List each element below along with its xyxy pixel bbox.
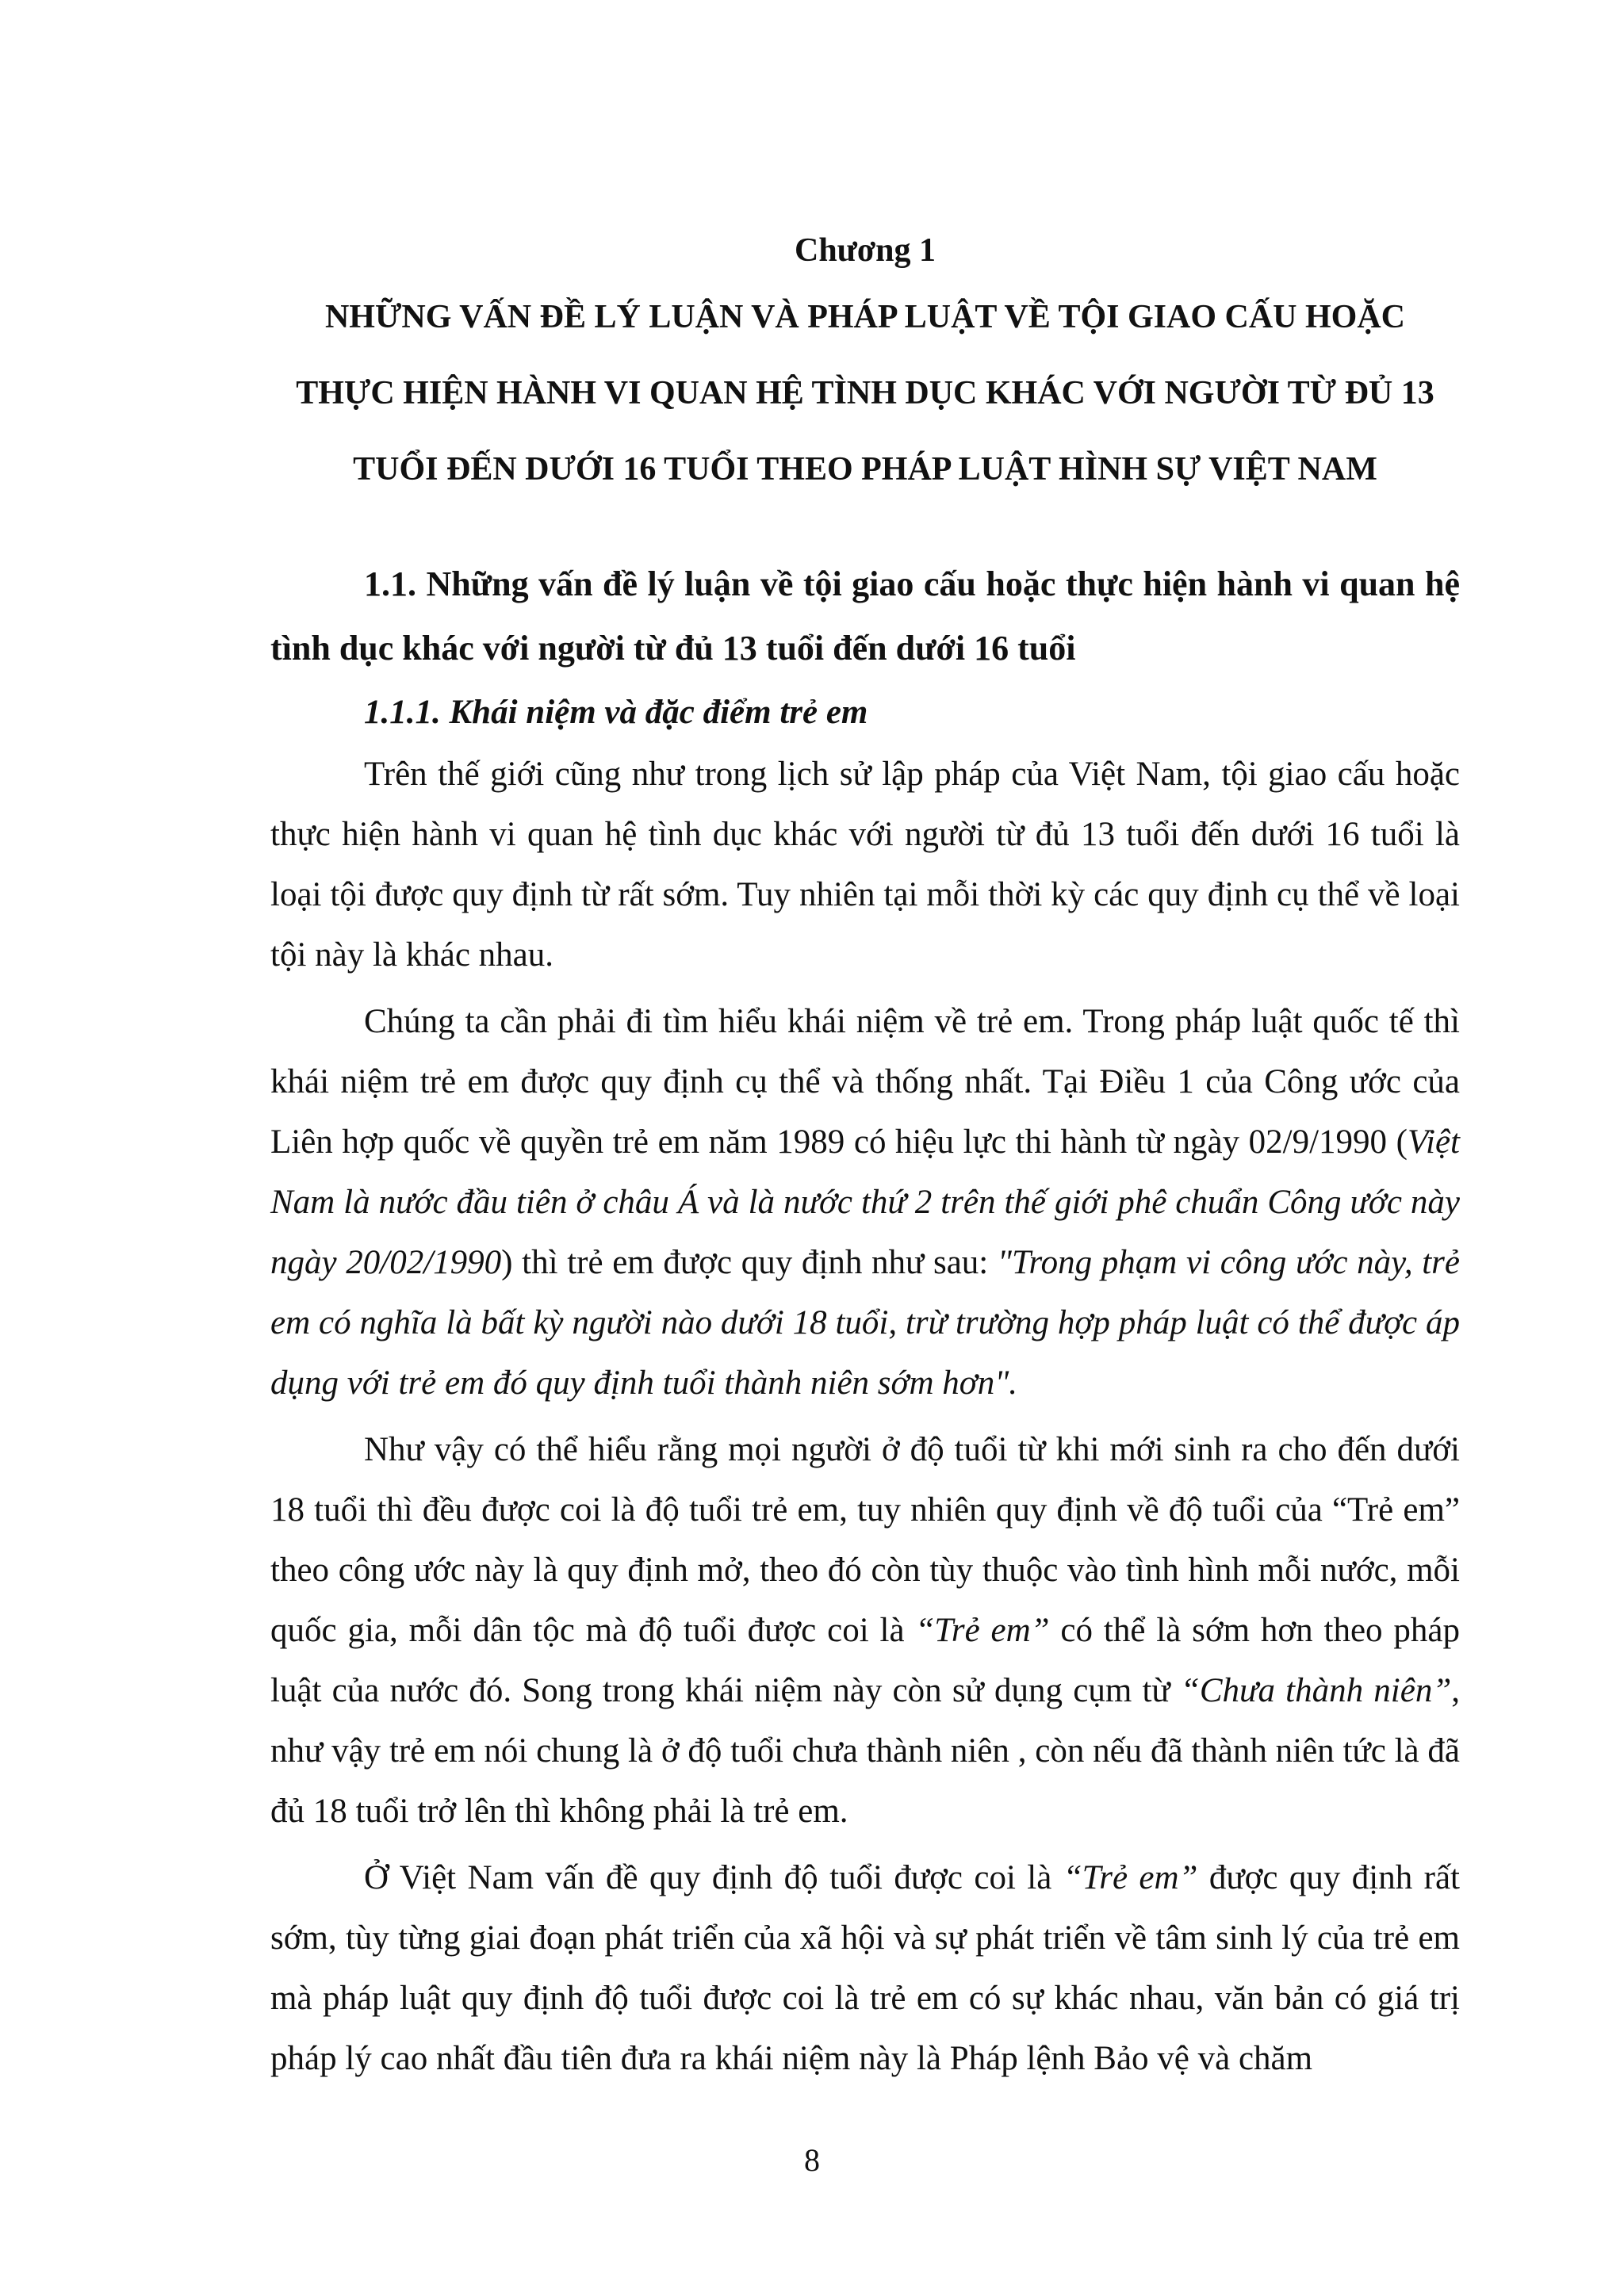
paragraph-2 [270, 992, 1460, 1414]
page-number: 8 [804, 2142, 820, 2178]
paragraph-2-text: Chúng ta cần phải đi tìm hiểu khái niệm về trẻ em. Trong pháp luật quốc tế thì khái niệm trẻ em được quy định cụ thể và thống nhất. Tại Điều 1 của Công ước của Liên hợp quốc về quyền trẻ em năm 1989 có hiệu lực thi hành từ ngày 02/9/1990 ( [270, 1003, 1460, 1161]
paragraph-2-quote: "Trong phạm vi công ước này, trẻ em có nghĩa là bất kỳ người nào dưới 18 tuổi, trừ trường hợp pháp luật có thể được áp dụng với trẻ em đó quy định tuổi thành niên sớm hơn". [270, 1244, 1461, 1402]
paragraph-3-italic-term: “Chưa thành niên” [1180, 1672, 1452, 1709]
paragraph-3-text: Như vậy có thể hiểu rằng mọi người ở độ tuổi từ khi mới sinh ra cho đến dưới 18 tuổi thì đều được coi là độ tuổi trẻ em, tuy nhiên quy định về độ tuổi của “Trẻ em” theo công ước này là quy định mở, theo đó còn tùy thuộc vào tình hình mỗi nước, mỗi quốc gia, mỗi dân tộc mà độ tuổi được coi là [270, 1431, 1460, 1649]
paragraph-2-text: ) thì trẻ em được quy định như sau: [501, 1244, 998, 1281]
paragraph-3-italic-term: “Trẻ em” [915, 1612, 1050, 1649]
paragraph-4-italic-term: “Trẻ em” [1063, 1859, 1198, 1896]
paragraph-3 [270, 1420, 1460, 1842]
subsection-heading: 1.1.1. Khái niệm và đặc điểm trẻ em [364, 694, 868, 731]
chapter-title-line: NHỮNG VẤN ĐỀ LÝ LUẬN VÀ PHÁP LUẬT VỀ TỘI GIAO CẤU HOẶC [324, 299, 1406, 335]
page-content [270, 222, 1460, 2095]
paragraph-4 [270, 1848, 1460, 2089]
section-heading: 1.1. Những vấn đề lý luận về tội giao cấu hoặc thực hiện hành vi quan hệ tình dục khác với người từ đủ 13 tuổi đến dưới 16 tuổi [270, 564, 1460, 668]
paragraph-3-text: , như vậy trẻ em nói chung là ở độ tuổi chưa thành niên , còn nếu đã thành niên tức là đã đủ 18 tuổi trở lên thì không phải là trẻ em. [270, 1672, 1460, 1830]
paragraph-4-text: được quy định rất sớm, tùy từng giai đoạn phát triển của xã hội và sự phát triển về tâm sinh lý của trẻ em mà pháp luật quy định độ tuổi được coi là trẻ em có sự khác nhau, văn bản có giá trị pháp lý cao nhất đầu tiên đưa ra khái niệm này là Pháp lệnh Bảo vệ và chăm [270, 1859, 1460, 2077]
chapter-title [270, 279, 1460, 507]
paragraph-3-text: có thể là sớm hơn theo pháp luật của nước đó. Song trong khái niệm này còn sử dụng cụm từ [270, 1612, 1460, 1709]
paragraph-1: Trên thế giới cũng như trong lịch sử lập pháp của Việt Nam, tội giao cấu hoặc thực hiện hành vi quan hệ tình dục khác với người từ đủ 13 tuổi đến dưới 16 tuổi là loại tội được quy định từ rất sớm. Tuy nhiên tại mỗi thời kỳ các quy định cụ thể về loại tội này là khác nhau. [270, 756, 1460, 974]
paragraph-2-italic-note: Việt Nam là nước đầu tiên ở châu Á và là nước thứ 2 trên thế giới phê chuẩn Công ước này ngày 20/02/1990 [270, 1123, 1460, 1281]
chapter-title-line: TUỔI ĐẾN DƯỚI 16 TUỔI THEO PHÁP LUẬT HÌNH SỰ VIỆT NAM [353, 451, 1377, 488]
chapter-title-line: THỰC HIỆN HÀNH VI QUAN HỆ TÌNH DỤC KHÁC VỚI NGƯỜI TỪ ĐỦ 13 [296, 375, 1434, 411]
paragraph-4-text: Ở Việt Nam vấn đề quy định độ tuổi được coi là [364, 1859, 1063, 1896]
chapter-label: Chương 1 [794, 232, 936, 269]
